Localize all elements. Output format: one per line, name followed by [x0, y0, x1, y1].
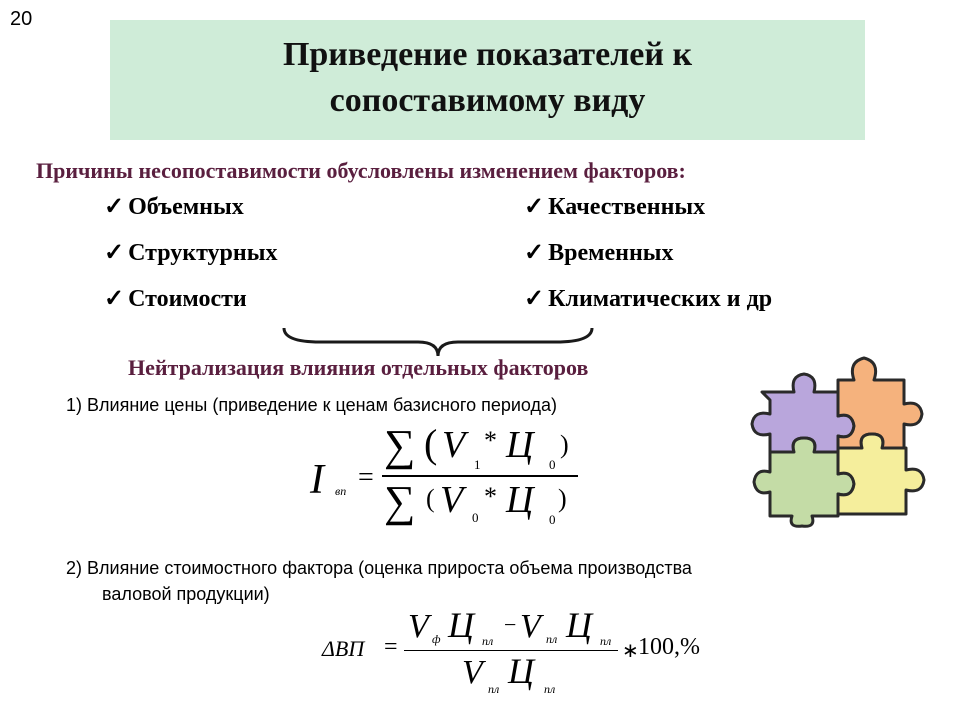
neutralization-heading: Нейтрализация влияния отдельных факторов — [128, 355, 589, 380]
formula2-star: ∗ — [622, 640, 639, 662]
check-icon: ✓ — [104, 240, 125, 266]
formula1-den-sum: ∑ — [384, 477, 416, 526]
formula1-lhs: I — [310, 457, 324, 503]
point-2-line-1: 2) Влияние стоимостного фактора (оценка прироста объема производства — [66, 558, 692, 578]
formula1-den-v: V — [440, 479, 464, 521]
formula1-num-v: V — [442, 424, 466, 466]
formula1-den-star: * — [484, 482, 497, 511]
formula2-tail: 100,% — [638, 634, 700, 660]
formula2-den-c: Ц — [508, 651, 534, 691]
formula2-num-v1-sub: ф — [432, 632, 441, 646]
formula2-num-v2: V — [520, 608, 541, 645]
formula2-num-v1: V — [408, 608, 429, 645]
formula1-lhs-sub: вп — [335, 484, 347, 498]
formula2-den-c-sub: пл — [544, 682, 556, 696]
factor-time: ✓ Временных — [524, 240, 674, 266]
check-icon: ✓ — [104, 194, 125, 220]
formula2-den-v-sub: пл — [488, 682, 500, 696]
title-line-2: сопоставимому виду — [329, 82, 646, 119]
slide-title — [110, 32, 865, 124]
slide-number: 20 — [10, 8, 33, 30]
formula1-den-c-sub: 0 — [549, 512, 556, 527]
check-icon: ✓ — [524, 240, 545, 266]
check-icon: ✓ — [104, 286, 125, 312]
formula1-num-v-sub: 1 — [474, 457, 481, 472]
formula2-num-v2-sub: пл — [546, 632, 558, 646]
factor-quality: ✓ Качественных — [524, 194, 706, 220]
formula1-num-c: Ц — [506, 424, 534, 466]
formula2-num-c2: Ц — [566, 605, 592, 645]
check-icon: ✓ — [524, 286, 545, 312]
formula2-num-c2-sub: пл — [600, 634, 612, 648]
formula1-den-open: ( — [426, 484, 435, 513]
factor-climate: ✓ Климатических и др — [524, 286, 773, 312]
formula2-equals: = — [384, 634, 398, 660]
formula1-equals: = — [358, 462, 374, 493]
formula1-num-sum: ∑ — [384, 421, 416, 470]
formula2-den-v: V — [462, 654, 483, 691]
point-1: 1) Влияние цены (приведение к ценам базисного периода) — [66, 395, 558, 415]
formula2-lhs: ΔВП — [322, 636, 365, 661]
formula1-den-close: ) — [558, 484, 567, 513]
factor-cost: ✓ Стоимости — [104, 286, 247, 312]
formula1-den-c: Ц — [506, 479, 534, 521]
formula1-num-c-sub: 0 — [549, 457, 556, 472]
formula1-num-star: * — [484, 426, 497, 455]
point-2-line-2: валовой продукции) — [102, 584, 270, 604]
formula2-num-c1-sub: пл — [482, 634, 494, 648]
formula1-den-v-sub: 0 — [472, 510, 479, 525]
factor-structure: ✓ Структурных — [104, 240, 278, 266]
formula2-num-c1: Ц — [448, 605, 474, 645]
formula1-num-open: ( — [424, 421, 438, 466]
check-icon: ✓ — [524, 194, 545, 220]
reasons-heading: Причины несопоставимости обусловлены изменением факторов: — [36, 158, 686, 183]
formula1-num-close: ) — [560, 430, 569, 459]
factor-volume: ✓ Объемных — [104, 194, 244, 220]
title-line-1: Приведение показателей к — [282, 36, 693, 73]
formula2-minus: − — [504, 612, 517, 637]
puzzle-icon — [742, 352, 932, 528]
